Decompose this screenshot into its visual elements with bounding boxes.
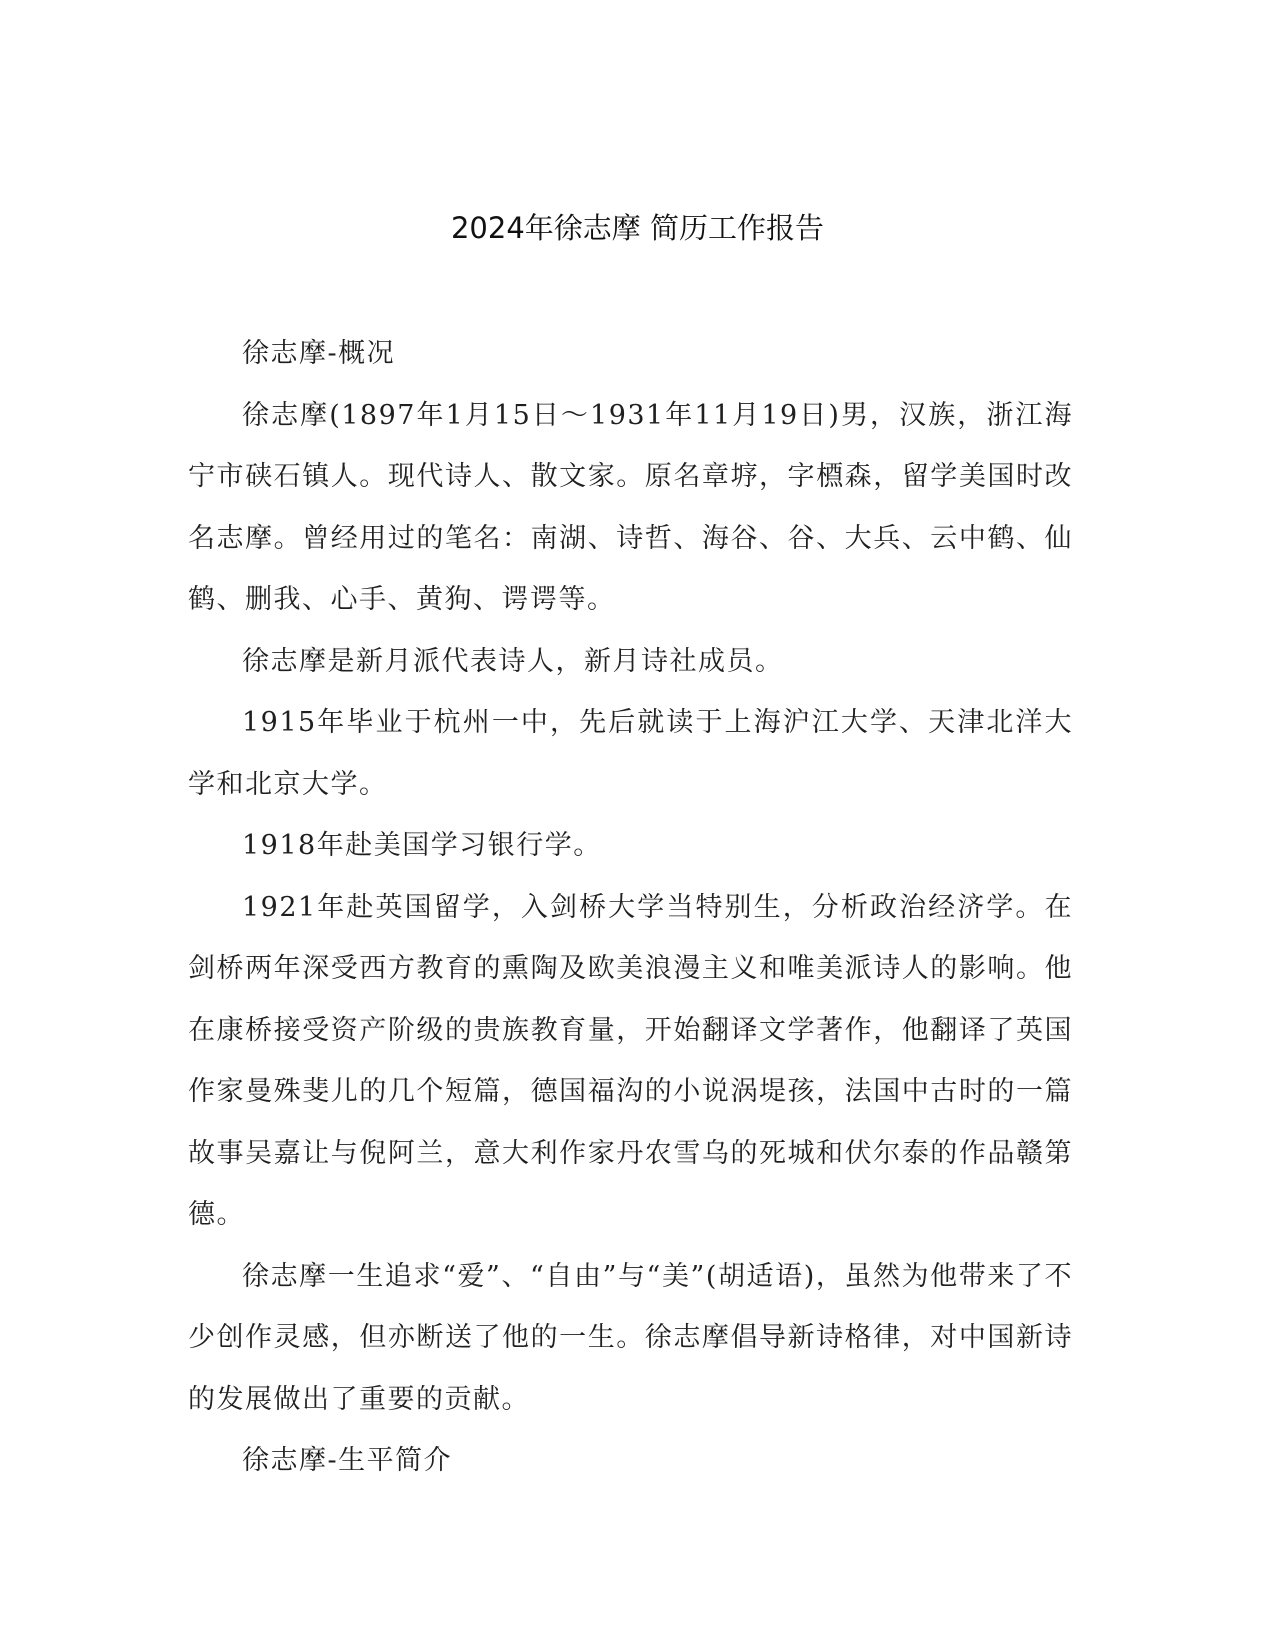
paragraph-biography-intro: 徐志摩(1897年1月15日～1931年11月19日)男，汉族，浙江海宁市硖石镇人。现代诗人、散文家。原名章垿，字槱森，留学美国时改名志摩。曾经用过的笔名：南湖、诗哲、海谷、谷、大兵、云中鹤、仙鹤、删我、心手、黄狗、谔谔等。 bbox=[188, 399, 1073, 615]
section-heading-overview: 徐志摩-概况 bbox=[242, 338, 396, 369]
paragraph-study-usa: 1918年赴美国学习银行学。 bbox=[242, 830, 602, 861]
paragraph-pursuits: 徐志摩一生追求“爱”、“自由”与“美”(胡适语)，虽然为他带来了不少创作灵感，但亦断送了他的一生。徐志摩倡导新诗格律，对中国新诗的发展做出了重要的贡献。 bbox=[188, 1260, 1073, 1415]
document-body bbox=[188, 323, 1073, 1492]
document-title: 2024年徐志摩 简历工作报告 bbox=[450, 211, 825, 245]
paragraph-education: 1915年毕业于杭州一中，先后就读于上海沪江大学、天津北洋大学和北京大学。 bbox=[188, 707, 1073, 800]
paragraph-crescent-school: 徐志摩是新月派代表诗人，新月诗社成员。 bbox=[242, 645, 784, 677]
section-heading-life-summary: 徐志摩-生平简介 bbox=[242, 1445, 453, 1476]
paragraph-study-uk: 1921年赴英国留学，入剑桥大学当特别生，分析政治经济学。在剑桥两年深受西方教育的熏陶及欧美浪漫主义和唯美派诗人的影响。他在康桥接受资产阶级的贵族教育量，开始翻译文学著作，他翻译了英国作家曼殊斐儿的几个短篇，德国福沟的小说涡堤孩，法国中古时的一篇故事吴嘉让与倪阿兰，意大利作家丹农雪乌的死城和伏尔泰的作品赣第德。 bbox=[188, 891, 1073, 1230]
